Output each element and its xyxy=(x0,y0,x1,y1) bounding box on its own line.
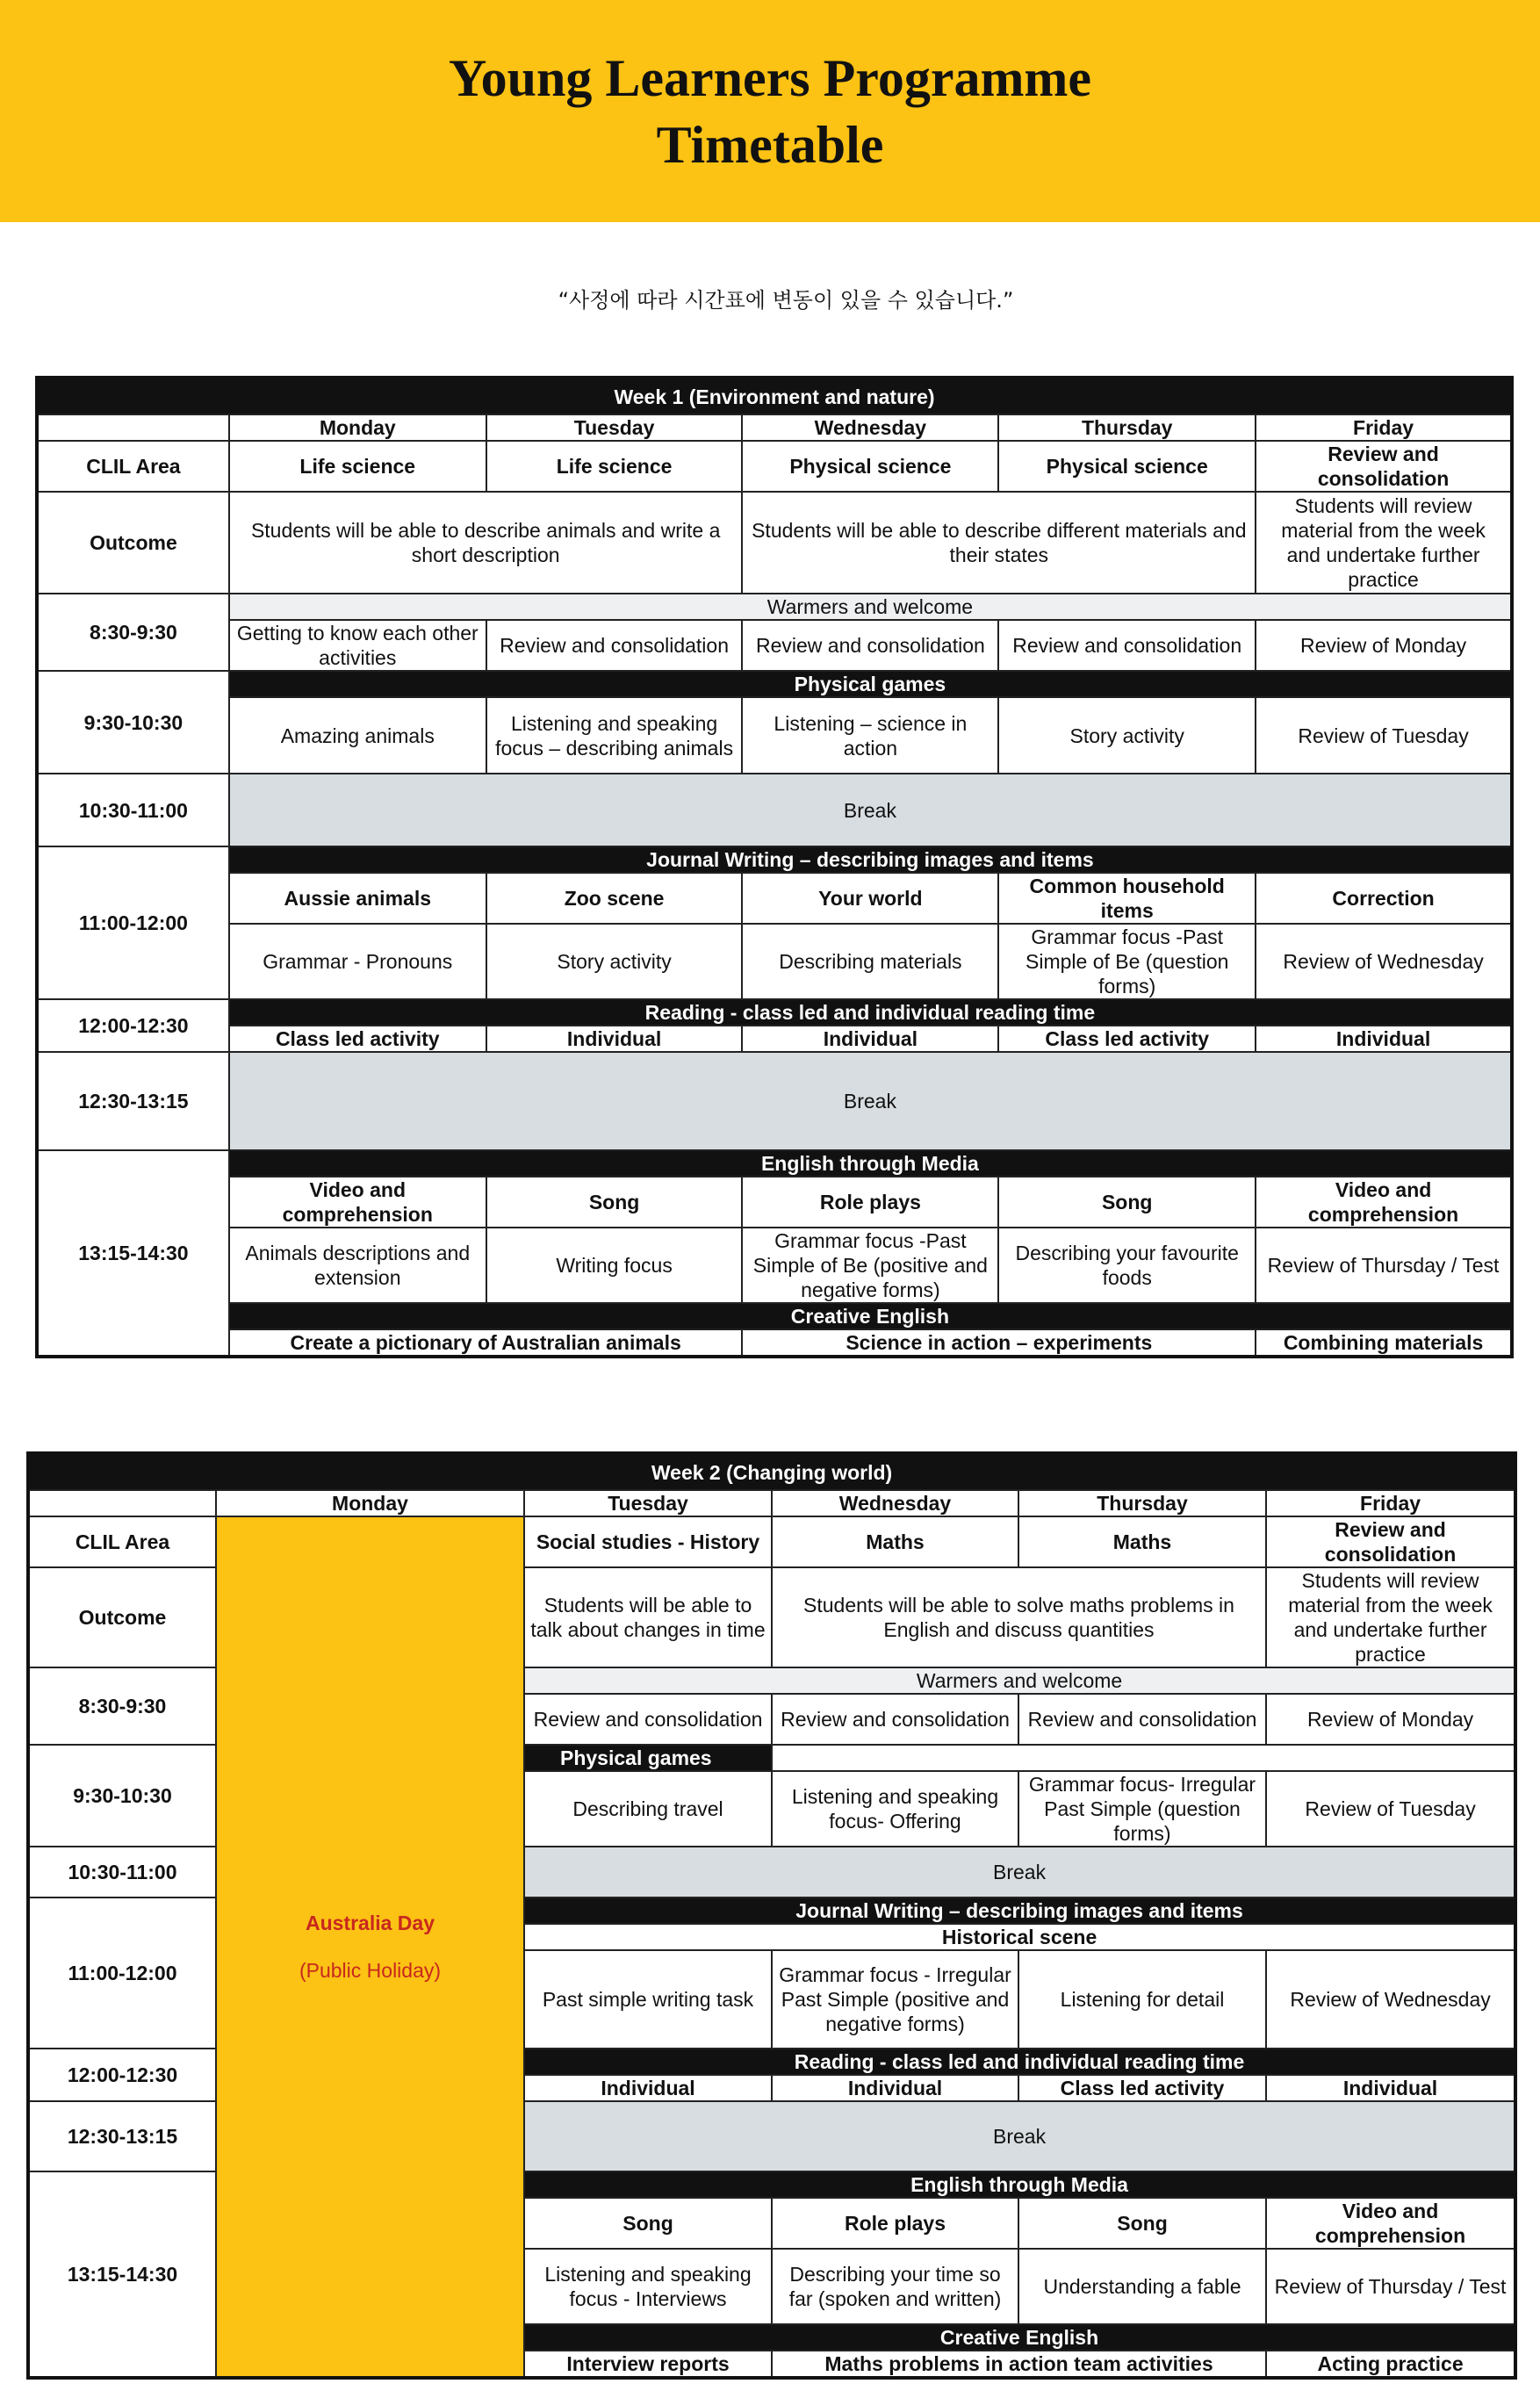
timetable-cell: Your world xyxy=(742,873,998,924)
timetable-cell: Describing your favourite foods xyxy=(998,1228,1256,1303)
timetable-cell: Create a pictionary of Australian animals xyxy=(229,1329,743,1357)
day-header-monday: Monday xyxy=(229,414,486,441)
timetable-cell: Review of Tuesday xyxy=(1266,1771,1515,1847)
outcome-cell: Students will be able to describe different materials and their states xyxy=(742,492,1256,594)
week1-timetable xyxy=(35,376,1514,1358)
creative-banner: Creative English xyxy=(229,1303,1512,1329)
timetable-cell: Review and consolidation xyxy=(998,620,1256,671)
media-banner: English through Media xyxy=(524,2171,1515,2198)
time-label: 12:00-12:30 xyxy=(28,2049,216,2101)
timetable-cell: Describing materials xyxy=(742,924,998,999)
timetable-cell: Animals descriptions and extension xyxy=(229,1228,486,1303)
timetable-cell: Aussie animals xyxy=(229,873,486,924)
day-header-thursday: Thursday xyxy=(998,414,1256,441)
timetable-cell: Role plays xyxy=(772,2198,1018,2249)
header-banner xyxy=(0,0,1540,222)
timetable-cell: Listening for detail xyxy=(1018,1950,1266,2049)
break-cell: Break xyxy=(229,1052,1512,1150)
time-label: 9:30-10:30 xyxy=(28,1745,216,1847)
timetable-cell: Song xyxy=(998,1177,1256,1228)
timetable-cell: Combining materials xyxy=(1256,1329,1512,1357)
timetable-cell: Zoo scene xyxy=(486,873,743,924)
day-header-tuesday: Tuesday xyxy=(524,1490,772,1516)
break-cell: Break xyxy=(524,1847,1515,1898)
row-label-outcome: Outcome xyxy=(37,492,229,594)
week2-title: Week 2 (Changing world) xyxy=(28,1453,1515,1490)
timetable-cell: Review and consolidation xyxy=(486,620,743,671)
timetable-cell: Understanding a fable xyxy=(1018,2249,1266,2324)
timetable-cell: Role plays xyxy=(742,1177,998,1228)
timetable-cell: Class led activity xyxy=(1018,2075,1266,2101)
schedule-change-notice: “사정에 따라 시간표에 변동이 있을 수 있습니다.” xyxy=(558,288,1014,313)
creative-banner: Creative English xyxy=(524,2324,1515,2351)
day-header-friday: Friday xyxy=(1256,414,1512,441)
time-label: 10:30-11:00 xyxy=(37,774,229,846)
physical-games-banner: Physical games xyxy=(229,671,1512,697)
clil-cell: Physical science xyxy=(998,441,1256,492)
time-label: 11:00-12:00 xyxy=(28,1898,216,2049)
timetable-cell: Acting practice xyxy=(1266,2351,1515,2378)
timetable-cell: Review of Thursday / Test xyxy=(1256,1228,1512,1303)
row-label-clil: CLIL Area xyxy=(28,1516,216,1567)
time-label: 11:00-12:00 xyxy=(37,846,229,999)
timetable-cell: Common household items xyxy=(998,873,1256,924)
holiday-title: Australia Day xyxy=(305,1912,435,1934)
clil-cell: Review and consolidation xyxy=(1266,1516,1515,1567)
clil-cell: Maths xyxy=(772,1516,1018,1567)
outcome-cell: Students will be able to describe animals and write a short description xyxy=(229,492,743,594)
timetable-cell: Class led activity xyxy=(998,1026,1256,1052)
timetable-cell: Grammar - Pronouns xyxy=(229,924,486,999)
clil-cell: Social studies - History xyxy=(524,1516,772,1567)
row-label-outcome: Outcome xyxy=(28,1567,216,1667)
timetable-cell: Getting to know each other activities xyxy=(229,620,486,671)
time-label: 10:30-11:00 xyxy=(28,1847,216,1898)
outcome-cell: Students will be able to talk about changes in time xyxy=(524,1567,772,1667)
timetable-cell: Review and consolidation xyxy=(772,1694,1018,1745)
timetable-cell: Review of Wednesday xyxy=(1256,924,1512,999)
time-label: 8:30-9:30 xyxy=(37,594,229,671)
timetable-cell: Interview reports xyxy=(524,2351,772,2378)
timetable-cell: Individual xyxy=(524,2075,772,2101)
outcome-cell: Students will review material from the week and undertake further practice xyxy=(1266,1567,1515,1667)
timetable-cell: Review of Monday xyxy=(1266,1694,1515,1745)
time-label: 8:30-9:30 xyxy=(28,1667,216,1745)
journal-banner: Journal Writing – describing images and items xyxy=(524,1898,1515,1924)
timetable-cell: Individual xyxy=(742,1026,998,1052)
time-label: 12:30-13:15 xyxy=(37,1052,229,1150)
page-title-line1: Young Learners Programme xyxy=(448,48,1092,107)
timetable-cell: Song xyxy=(486,1177,743,1228)
reading-banner: Reading - class led and individual reading time xyxy=(524,2049,1515,2075)
day-header-wednesday: Wednesday xyxy=(772,1490,1018,1516)
timetable-cell: Individual xyxy=(772,2075,1018,2101)
time-label: 13:15-14:30 xyxy=(28,2171,216,2378)
physical-games-banner: Physical games xyxy=(524,1745,772,1771)
timetable-cell: Song xyxy=(1018,2198,1266,2249)
timetable-cell: Correction xyxy=(1256,873,1512,924)
week1-title: Week 1 (Environment and nature) xyxy=(37,378,1512,414)
clil-cell: Physical science xyxy=(742,441,998,492)
day-header-tuesday: Tuesday xyxy=(486,414,743,441)
timetable-cell: Individual xyxy=(1256,1026,1512,1052)
timetable-cell: Past simple writing task xyxy=(524,1950,772,2049)
break-cell: Break xyxy=(524,2101,1515,2171)
clil-cell: Maths xyxy=(1018,1516,1266,1567)
time-label: 13:15-14:30 xyxy=(37,1150,229,1357)
timetable-cell: Individual xyxy=(486,1026,743,1052)
outcome-cell: Students will review material from the week and undertake further practice xyxy=(1256,492,1512,594)
timetable-cell: Review and consolidation xyxy=(524,1694,772,1745)
timetable-cell: Review of Tuesday xyxy=(1256,697,1512,774)
timetable-cell: Video and comprehension xyxy=(1256,1177,1512,1228)
clil-cell: Life science xyxy=(486,441,743,492)
time-label: 12:30-13:15 xyxy=(28,2101,216,2171)
break-cell: Break xyxy=(229,774,1512,846)
timetable-cell: Song xyxy=(524,2198,772,2249)
timetable-cell: Video and comprehension xyxy=(229,1177,486,1228)
time-label: 12:00-12:30 xyxy=(37,999,229,1052)
timetable-cell: Listening – science in action xyxy=(742,697,998,774)
timetable-cell: Writing focus xyxy=(486,1228,743,1303)
media-banner: English through Media xyxy=(229,1150,1512,1177)
timetable-cell: Listening and speaking focus - Interviews xyxy=(524,2249,772,2324)
timetable-cell: Review of Monday xyxy=(1256,620,1512,671)
page-title-line2: Timetable xyxy=(656,115,884,174)
holiday-subtitle: (Public Holiday) xyxy=(299,1959,442,1982)
timetable-cell: Grammar focus -Past Simple of Be (question forms) xyxy=(998,924,1256,999)
timetable-cell: Listening and speaking focus – describing animals xyxy=(486,697,743,774)
timetable-cell: Story activity xyxy=(486,924,743,999)
timetable-cell: Review and consolidation xyxy=(742,620,998,671)
timetable-cell: Individual xyxy=(1266,2075,1515,2101)
day-header-thursday: Thursday xyxy=(1018,1490,1266,1516)
time-label: 9:30-10:30 xyxy=(37,671,229,774)
timetable-cell: Review of Thursday / Test xyxy=(1266,2249,1515,2324)
journal-banner: Journal Writing – describing images and items xyxy=(229,846,1512,873)
timetable-cell: Grammar focus - Irregular Past Simple (positive and negative forms) xyxy=(772,1950,1018,2049)
timetable-cell: Science in action – experiments xyxy=(742,1329,1256,1357)
timetable-cell: Class led activity xyxy=(229,1026,486,1052)
timetable-cell: Grammar focus -Past Simple of Be (positive and negative forms) xyxy=(742,1228,998,1303)
timetable-cell: Maths problems in action team activities xyxy=(772,2351,1266,2378)
timetable-cell: Listening and speaking focus- Offering xyxy=(772,1771,1018,1847)
day-header-wednesday: Wednesday xyxy=(742,414,998,441)
timetable-cell: Review of Wednesday xyxy=(1266,1950,1515,2049)
warmers-banner: Warmers and welcome xyxy=(229,594,1512,620)
week2-timetable xyxy=(26,1451,1517,2380)
clil-cell: Life science xyxy=(229,441,486,492)
timetable-cell: Grammar focus- Irregular Past Simple (question forms) xyxy=(1018,1771,1266,1847)
row-label-clil: CLIL Area xyxy=(37,441,229,492)
day-header-monday: Monday xyxy=(216,1490,524,1516)
timetable-cell: Amazing animals xyxy=(229,697,486,774)
timetable-cell: Describing your time so far (spoken and written) xyxy=(772,2249,1018,2324)
timetable-cell: Story activity xyxy=(998,697,1256,774)
clil-cell: Review and consolidation xyxy=(1256,441,1512,492)
outcome-cell: Students will be able to solve maths problems in English and discuss quantities xyxy=(772,1567,1266,1667)
historical-scene-label: Historical scene xyxy=(524,1924,1515,1950)
day-header-friday: Friday xyxy=(1266,1490,1515,1516)
reading-banner: Reading - class led and individual reading time xyxy=(229,999,1512,1026)
timetable-cell: Describing travel xyxy=(524,1771,772,1847)
timetable-cell: Video and comprehension xyxy=(1266,2198,1515,2249)
warmers-banner: Warmers and welcome xyxy=(524,1667,1515,1694)
timetable-cell: Review and consolidation xyxy=(1018,1694,1266,1745)
public-holiday-cell xyxy=(216,1516,524,2378)
